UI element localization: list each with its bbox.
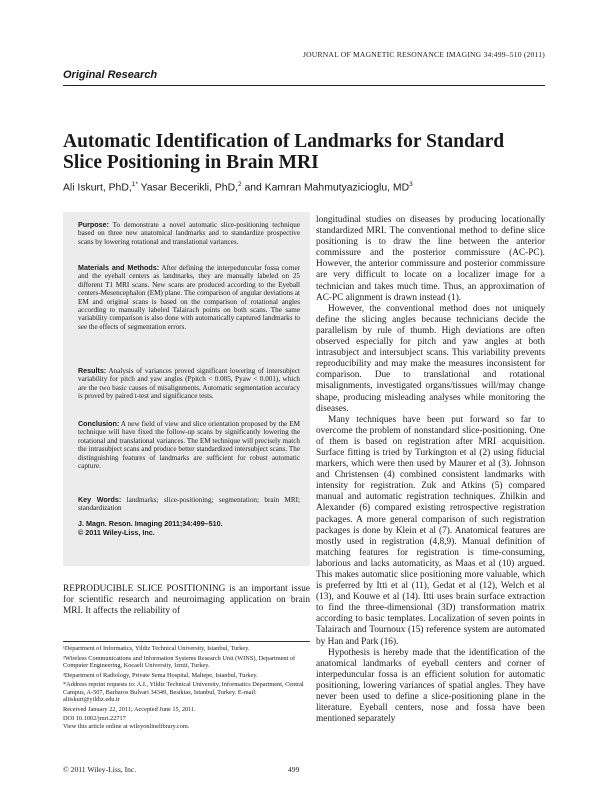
author-list xyxy=(63,181,413,193)
abstract-purpose-text: To demonstrate a novel automatic slice-positioning technique based on three new anatomical landmarks and to standardize prospective scans by lowering rotational and translational variances. xyxy=(78,221,300,246)
intro-paragraph-left: REPRODUCIBLE SLICE POSITIONING is an important issue for scientific research and neuroimaging application on brain MRI. It affects the reliability of xyxy=(63,584,310,617)
right-column-text xyxy=(316,215,545,725)
footnote-doi: DOI 10.1002/jmri.22717 xyxy=(63,715,126,722)
author-1: Ali Iskurt, PhD, xyxy=(63,182,132,194)
abstract-results-heading: Results: xyxy=(78,367,107,375)
abstract-purpose xyxy=(78,221,300,246)
body-paragraph-3: Many techniques have been put forward so far to overcome the problem of nonstandard slice-positioning. One of them is based on registration after MRI acquisition. Surface fitting is tried by Turkington et al (2) using fiducial markers, which were then used by Maurer et al (3). Johnson and Christensen (4) combined consistent landmarks with intensity for registration. Zuk and Atkins (5) compared manual and automatic registration techniques. Zhilkin and Alexander (6) compared existing retrospective registration packages. A more general comparison of such registration packages is done by Klein et al (7). Anatomical features are mostly used in registration (4,8,9). Manual definition of matching features for registration is time-consuming, laborious and lacks automaticity, as Maas et al (10) argued. This makes automatic slice positioning more valuable, which is preferred by Itti et al (11), Gedat et al (12), Welch et al (13), and Kouwe et al (14). Itti uses brain surface extraction to find the three-dimensional (3D) transformation matrix according to basic templates. Localization of seven points in Talairach and Tournoux (15) reference system are automated by Han and Park (16). xyxy=(316,414,545,647)
abstract-citation-block xyxy=(78,520,300,537)
author-2: Yasar Becerikli, PhD, xyxy=(137,182,238,194)
abstract-conclusion xyxy=(78,420,300,470)
author-3: and Kamran Mahmutyazicioglu, MD xyxy=(241,182,410,194)
footnote-reprint-address: *Address reprint requests to: A.I., Yildiz Technical University, Informatics Department, Central Campus, A-507, Barbaros Bulvari 34349, Besiktas, Istanbul, Turkey. E-mail: aliiskurt@yildiz.edu.tr xyxy=(63,681,304,703)
section-label: Original Research xyxy=(63,69,158,81)
journal-header: JOURNAL OF MAGNETIC RESONANCE IMAGING 34:499–510 (2011) xyxy=(302,50,545,59)
section-divider xyxy=(63,85,545,86)
footnote-affiliation-1: ¹Department of Informatics, Yildiz Technical University, Istanbul, Turkey. xyxy=(63,645,250,652)
footnotes xyxy=(63,645,310,730)
page-number: 499 xyxy=(288,765,300,774)
abstract-methods-text: After defining the interpeduncular fossa corner and the eyeball centers as landmarks, they are manually labeled on 25 different T1 MRI scans. New scans are produced according to the Eyeball centers-Mesencephalon (EM) plane. The comparison of angular deviations at EM and original scans is based on the comparison of rotational angles according to manually labeled Talairach points on both scans. The same variability comparison is also done with automatically captured landmarks to see the effects of segmentation errors. xyxy=(78,264,300,331)
abstract-keywords-text: landmarks; slice-positioning; segmentation; brain MRI; standardization xyxy=(78,496,300,513)
abstract-methods xyxy=(78,264,300,331)
abstract-conclusion-heading: Conclusion: xyxy=(78,420,120,428)
body-paragraph-4: Hypothesis is hereby made that the identification of the anatomical landmarks of eyeball centers and corner of interpeduncular fossa is an efficient solution for automatic positioning, lowering variances of spatial angles. They have never been used to define a slice-positioning plane in the literature. Eyeball centers, nose and fossa have been mentioned separately xyxy=(316,647,545,725)
abstract-keywords-heading: Key Words: xyxy=(78,496,122,504)
author-1-affiliation: 1* xyxy=(131,181,138,188)
journal-citation: J. Magn. Reson. Imaging 2011;34:499–510. xyxy=(78,519,223,528)
footnote-online: View this article online at wileyonlinelibrary.com. xyxy=(63,722,190,730)
abstract-copyright: © 2011 Wiley-Liss, Inc. xyxy=(78,527,155,537)
footnote-affiliation-2: ²Wireless Communications and Information Systems Research Unit (WINS), Department of Computer Engineering, Kocaeli University, Izmit, Turkey. xyxy=(63,654,296,669)
footnote-received-dates: Received January 22, 2011; Accepted June 15, 2011. xyxy=(63,705,196,713)
footer-copyright: © 2011 Wiley-Liss, Inc. xyxy=(63,765,137,774)
abstract-purpose-heading: Purpose: xyxy=(78,221,109,229)
abstract-results xyxy=(78,367,300,401)
abstract-methods-heading: Materials and Methods: xyxy=(78,264,160,272)
abstract-conclusion-text: A new field of view and slice orientation proposed by the EM technique will have fixed the follow-up scans by significantly lowering the rotational and translational variances. The EM technique will precisely match the intrasubject scans and produce better standardized intersubject scans. The distinguishing features of landmarks are sufficient for robust automatic capture. xyxy=(78,420,300,471)
paper-title: Automatic Identification of Landmarks for Standard Slice Positioning in Brain MRI xyxy=(63,131,505,173)
author-3-affiliation: 3 xyxy=(409,181,413,188)
abstract-results-text: Analysis of variances proved significant lowering of intersubject variability for pitch and yaw angles (Ppitch < 0.005, Pyaw < 0.001), which are the two basic causes of misalignments. Automatic segmentation accuracy is proved by paired t-test and significance tests. xyxy=(78,367,300,401)
footnote-affiliation-3: ³Department of Radiology, Private Sema Hospital, Maltepe, Istanbul, Turkey. xyxy=(63,671,258,679)
abstract-keywords xyxy=(78,496,300,513)
body-paragraph-1: longitudinal studies on diseases by producing locationally standardized MRI. The conventional method to define slice positioning is to draw the line between the anterior commissure and the posterior commissure (AC-PC). However, the anterior commissure and posterior commissure are very difficult to locate on a localizer image for a technician and takes much time. Thus, an approximation of AC-PC alignment is drawn instead (1). xyxy=(316,215,545,303)
author-2-affiliation: 2 xyxy=(237,181,242,188)
footnote-divider xyxy=(63,641,310,642)
body-paragraph-2: However, the conventional method does not uniquely define the slicing angles because technicians decide the parallelism by rule of thumb. High deviations are often observed especially for pitch and yaw angles at both intrasubject and intersubject scans. This variability prevents reproducibility and may make the measures inconsistent for comparison. Due to translational and rotational misalignments, investigated organs/tissues will/may change shape, producing misleading analyses while monitoring the diseases. xyxy=(316,303,545,414)
